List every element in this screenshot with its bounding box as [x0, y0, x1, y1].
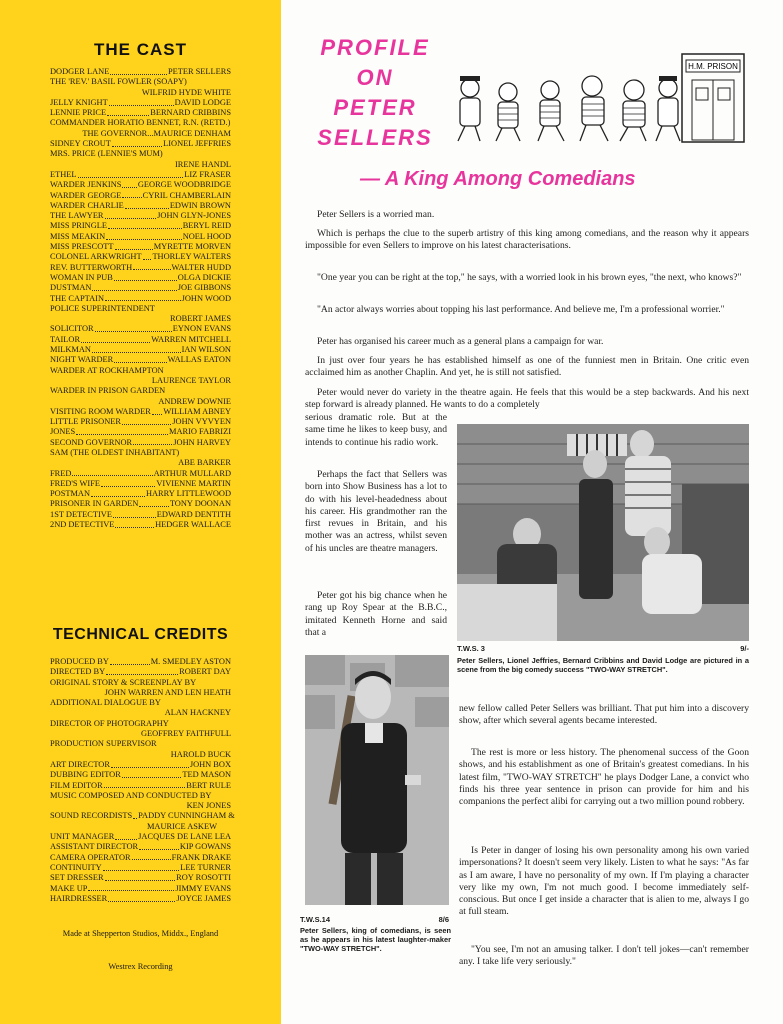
dot-leader — [106, 232, 182, 240]
credit-name: WILLIAM ABNEY — [163, 406, 231, 416]
credit-line — [50, 98, 231, 108]
credit-line — [50, 489, 231, 499]
credit-role: 1ST DETECTIVE — [50, 509, 112, 519]
credit-role: THE 'REV.' BASIL FOWLER (SOAPY) — [50, 77, 187, 87]
credit-role: DODGER LANE — [50, 67, 110, 76]
credit-name: JOHN VYVYEN — [172, 417, 231, 427]
credit-name: KIP GOWANS — [179, 842, 231, 852]
dot-leader — [110, 67, 167, 75]
dot-leader — [139, 499, 168, 507]
credit-line — [50, 242, 231, 252]
article-paragraph: Is Peter in danger of losing his own personality among his own varied impersonations? It doesn't seem very likely. Listen to what he says: "As far as I am aware, I have no personality of my own. If I'm playing a character very like my own, I'm not much good. I become immediately self-conscious. But once I get inside a character that is alien to me, always I go at full steam. — [459, 845, 749, 918]
credit-role: POLICE SUPERINTENDENT — [50, 303, 155, 313]
article-paragraph: new fellow called Peter Sellers was brilliant. That put him into a discovery show, after which several agents became interested. — [459, 703, 749, 727]
dot-leader — [106, 667, 178, 675]
credit-name: JACQUES DE LANE LEA — [138, 832, 231, 842]
dot-leader — [95, 324, 172, 332]
credit-role: ORIGINAL STORY & SCREENPLAY BY — [50, 677, 197, 687]
portrait-photo — [305, 655, 449, 905]
credit-name: CYRIL CHAMBERLAIN — [142, 190, 231, 200]
credit-name: TONY DOONAN — [169, 499, 231, 509]
credit-name: ROBERT DAY — [179, 667, 231, 677]
credit-line — [50, 719, 231, 740]
credit-line — [50, 294, 231, 304]
credit-role: PRODUCED BY — [50, 657, 109, 666]
credit-line — [50, 118, 231, 139]
credit-line — [50, 667, 231, 677]
credit-line — [50, 678, 231, 699]
dot-leader — [113, 510, 156, 518]
credit-role: COLONEL ARKWRIGHT — [50, 252, 142, 262]
credit-role: REV. BUTTERWORTH — [50, 262, 133, 272]
dot-leader — [122, 191, 141, 199]
profile-title-line: ON — [356, 65, 394, 90]
credit-name: MAURICE ASKEW — [146, 821, 217, 831]
credit-line — [50, 191, 231, 201]
credit-name: LAURENCE TAYLOR — [151, 375, 231, 385]
credit-line — [50, 201, 231, 211]
credit-role: DUBBING EDITOR — [50, 770, 121, 780]
credit-line — [50, 232, 231, 242]
credit-role: PRISONER IN GARDEN — [50, 499, 139, 509]
credit-name: LIZ FRASER — [184, 169, 231, 179]
dot-leader — [76, 427, 168, 435]
credit-line — [50, 149, 231, 170]
credit-role: SIDNEY CROUT — [50, 139, 111, 149]
photo-price: 9/- — [740, 644, 749, 653]
credit-role: WARDER IN PRISON GARDEN — [50, 386, 166, 396]
credit-name: JOHN BOX — [189, 759, 231, 769]
credit-line — [50, 221, 231, 231]
credit-role: MISS MEAKIN — [50, 231, 106, 241]
credit-role: NIGHT WARDER — [50, 355, 114, 365]
dot-leader — [107, 108, 149, 116]
credit-role: JELLY KNIGHT — [50, 97, 108, 107]
credit-line — [50, 427, 231, 437]
credit-line — [50, 283, 231, 293]
credit-role: WARDER GEORGE — [50, 190, 122, 200]
credit-role: MILKMAN — [50, 345, 91, 355]
credit-role: PRODUCTION SUPERVISOR — [50, 739, 157, 749]
credit-role: FILM EDITOR — [50, 780, 103, 790]
prison-cartoon-illustration — [450, 46, 750, 146]
cast-list — [50, 67, 231, 530]
photo-code: T.W.S.14 — [300, 915, 331, 924]
credit-name: ARTHUR MULLARD — [153, 468, 231, 478]
dot-leader — [110, 657, 150, 665]
credit-name: ALAN HACKNEY — [164, 708, 231, 718]
credit-name: FRANK DRAKE — [171, 852, 231, 862]
credit-line — [50, 863, 231, 873]
credit-line — [50, 273, 231, 283]
credit-role: DUSTMAN — [50, 283, 92, 293]
dot-leader — [88, 884, 174, 892]
credit-role: ADDITIONAL DIALOGUE BY — [50, 698, 161, 708]
credit-name: WALLAS EATON — [167, 355, 231, 365]
credit-name: PADDY CUNNINGHAM & — [138, 811, 235, 821]
article-paragraph: Peter has organised his career much as a general plans a campaign for war. — [317, 336, 604, 347]
credit-name: TED MASON — [182, 770, 231, 780]
credit-name: JOYCE JAMES — [176, 893, 231, 903]
credit-name: HAROLD BUCK — [170, 749, 231, 759]
credit-role: DIRECTOR OF PHOTOGRAPHY — [50, 718, 169, 728]
technical-credits-list — [50, 657, 235, 904]
credit-line — [50, 139, 231, 149]
credit-role: TAILOR — [50, 334, 81, 344]
portrait-illustration — [305, 655, 449, 905]
credit-name: MARIO FABRIZI — [169, 427, 231, 437]
credit-line — [50, 448, 231, 469]
credit-name: JIMMY EVANS — [175, 883, 231, 893]
dot-leader — [114, 355, 166, 363]
credit-role: MISS PRESCOTT — [50, 242, 114, 252]
article-paragraph: In just over four years he has established himself as one of the funniest men in Britain. One critic even acclaimed him as another Chaplin. And yet, he is still not satisfied. — [305, 355, 749, 379]
article-paragraph: Peter got his big chance when he rang up Roy Spear at the B.B.C., imitated Kenneth Horne and said that a — [305, 590, 447, 638]
dot-leader — [114, 273, 177, 281]
technical-credits-heading: TECHNICAL CREDITS — [52, 626, 229, 643]
credit-line — [50, 386, 231, 407]
profile-title-line: SELLERS — [317, 125, 433, 150]
dot-leader — [152, 407, 163, 415]
credit-name: HARRY LITTLEWOOD — [145, 489, 231, 499]
credit-line — [50, 366, 231, 387]
profile-title-line: PETER — [333, 95, 417, 120]
credit-line — [50, 760, 231, 770]
photo-price: 8/6 — [438, 915, 449, 924]
credit-role: WARDER CHARLIE — [50, 200, 124, 210]
credit-name: ANDREW DOWNIE — [158, 396, 231, 406]
dot-leader — [72, 469, 152, 477]
dot-leader — [111, 760, 189, 768]
credit-name: BERT RULE — [186, 780, 231, 790]
dot-leader — [122, 770, 182, 778]
credit-name: JOE GIBBONS — [177, 283, 231, 293]
credit-role: JONES — [50, 427, 76, 437]
credit-line — [50, 657, 231, 667]
article-paragraph: The rest is more or less history. The phenomenal success of the Goon shows, and his establishment as one of Britain's greatest comedians. In his latest film, "TWO-WAY STRETCH" he plays Dodger Lane, a convict who finds his three year sentence in prison can provide for him and his companions the perfect alibi for carrying out a two million pound robbery. — [459, 747, 749, 808]
credit-role: SET DRESSER — [50, 873, 104, 883]
credit-line — [50, 324, 231, 334]
credit-line — [50, 469, 231, 479]
credit-line — [50, 770, 231, 780]
credit-role: MUSIC COMPOSED AND CONDUCTED BY — [50, 790, 212, 800]
credit-line — [50, 698, 231, 719]
credit-line — [50, 520, 231, 530]
dot-leader — [132, 853, 171, 861]
article-paragraph: Peter Sellers is a worried man. — [317, 209, 435, 220]
credit-role: LITTLE PRISONER — [50, 417, 121, 427]
credit-name: HEDGER WALLACE — [155, 520, 231, 530]
credit-line — [50, 180, 231, 190]
credit-role: CONTINUITY — [50, 862, 102, 872]
credit-name: ROY ROSOTTI — [176, 873, 231, 883]
dot-leader — [105, 211, 157, 219]
credit-line — [50, 335, 231, 345]
credit-name: LEE TURNER — [180, 862, 231, 872]
credit-role: WOMAN IN PUB — [50, 272, 113, 282]
dot-leader — [125, 201, 169, 209]
credit-name: M. SMEDLEY ASTON — [150, 657, 231, 666]
credit-name: NOEL HOOD — [182, 231, 231, 241]
dot-leader — [122, 417, 171, 425]
credit-line — [50, 77, 231, 98]
credit-line — [50, 739, 231, 760]
dot-leader — [91, 489, 145, 497]
credit-line — [50, 873, 231, 883]
credit-role: MAKE UP — [50, 883, 88, 893]
credit-role: MRS. PRICE (LENNIE'S MUM) — [50, 149, 163, 159]
credit-line — [50, 781, 231, 791]
credit-role: WARDER JENKINS — [50, 180, 122, 190]
credit-role: FRED — [50, 468, 72, 478]
credit-role: CAMERA OPERATOR — [50, 852, 131, 862]
credit-role: LENNIE PRICE — [50, 108, 107, 118]
dot-leader — [115, 520, 154, 528]
article-paragraph: Peter would never do variety in the theatre again. He feels that this would be a step backwards. And his next step forward is already planned. He wants to do a completely — [305, 387, 749, 411]
credit-role: THE LAWYER — [50, 211, 104, 221]
credit-name: EDWARD DENTITH — [156, 509, 231, 519]
credit-name: IRENE HANDL — [174, 159, 231, 169]
credit-role: HAIRDRESSER — [50, 893, 108, 903]
movie-scene-photo — [457, 424, 749, 641]
movie-scene-illustration — [457, 424, 749, 641]
dot-leader — [133, 811, 137, 819]
dot-leader — [92, 345, 181, 353]
credit-line — [50, 211, 231, 221]
credit-line — [50, 791, 231, 812]
credit-role: ART DIRECTOR — [50, 759, 110, 769]
cast-heading: THE CAST — [94, 40, 187, 59]
credit-name: JOHN WOOD — [181, 293, 231, 303]
credit-name: GEOFFREY FAITHFULL — [140, 729, 231, 739]
photo-caption: Peter Sellers, Lionel Jeffries, Bernard Cribbins and David Lodge are pictured in a scene from the big comedy success "TWO-WAY STRETCH". — [457, 656, 749, 674]
credit-line — [50, 479, 231, 489]
article-paragraph: "You see, I'm not an amusing talker. I don't tell jokes—can't remember any. I take life very seriously." — [459, 944, 749, 968]
credit-name: ROBERT JAMES — [169, 314, 231, 324]
credit-line — [50, 884, 231, 894]
credit-name: JOHN WARREN AND LEN HEATH — [104, 687, 231, 697]
credit-line — [50, 67, 231, 77]
article-paragraph: "An actor always worries about topping his last performance. And believe me, I'm a professional worrier." — [317, 304, 725, 315]
credit-line — [50, 345, 231, 355]
credit-role: FRED'S WIFE — [50, 478, 100, 488]
credit-name: THORLEY WALTERS — [152, 252, 231, 262]
credit-name: THE GOVERNOR...MAURICE DENHAM — [82, 128, 231, 138]
prison-sign: H.M. PRISON — [688, 62, 738, 71]
studio-note: Made at Shepperton Studios, Middx., England — [62, 929, 219, 938]
credit-role: DIRECTED BY — [50, 667, 106, 677]
article-paragraph: "One year you can be right at the top," he says, with a worried look in his brown eyes, "the next, who knows?" — [317, 272, 742, 283]
credit-name: BERYL REID — [182, 221, 231, 231]
credit-role: POSTMAN — [50, 489, 91, 499]
credit-role: SOUND RECORDISTS — [50, 811, 133, 821]
credit-name: MYRETTE MORVEN — [153, 242, 231, 252]
credit-name: KEN JONES — [186, 801, 231, 811]
dot-leader — [133, 438, 172, 446]
credit-name: JOHN GLYN-JONES — [157, 211, 231, 221]
article-subtitle: — A King Among Comedians — [360, 168, 636, 190]
credit-role: UNIT MANAGER — [50, 832, 115, 842]
credit-line — [50, 417, 231, 427]
dot-leader — [108, 894, 175, 902]
credit-line — [50, 304, 231, 325]
dot-leader — [115, 832, 137, 840]
dot-leader — [105, 873, 176, 881]
profile-title — [310, 33, 440, 153]
credit-role: SECOND GOVERNOR — [50, 437, 133, 447]
credit-line — [50, 438, 231, 448]
dot-leader — [101, 479, 155, 487]
credit-name: OLGA DICKIE — [177, 272, 231, 282]
article-paragraph: Which is perhaps the clue to the superb artistry of this king among comedians, and the reason why it appears impossible for even Sellers to improve on his latest characterisations. — [305, 228, 749, 252]
photo-caption: Peter Sellers, king of comedians, is seen as he appears in his latest laughter-maker "TWO-WAY STRETCH". — [300, 926, 451, 953]
credit-name: WALTER HUDD — [171, 262, 231, 272]
credit-role: VISITING ROOM WARDER — [50, 406, 151, 416]
credit-role: ETHEL — [50, 169, 77, 179]
credit-role: COMMANDER HORATIO BENNET, R.N. (RETD.) — [50, 118, 231, 128]
credit-line — [50, 499, 231, 509]
credit-role: SAM (THE OLDEST INHABITANT) — [50, 447, 180, 457]
credit-role: WARDER AT ROCKHAMPTON — [50, 365, 164, 375]
credit-line — [50, 510, 231, 520]
article-paragraph: Perhaps the fact that Sellers was born into Show Business has a lot to do with his level-headedness about his career. His grandmother ran the first revues in Britain, and his mother was an actress, whilst seven of his uncles are theatre managers. — [305, 469, 447, 554]
credit-name: BERNARD CRIBBINS — [150, 108, 231, 118]
credits-sidebar — [0, 0, 281, 1024]
dot-leader — [78, 170, 184, 178]
credit-name: DAVID LODGE — [174, 97, 231, 107]
credit-role: THE CAPTAIN — [50, 293, 104, 303]
credit-line — [50, 355, 231, 365]
credit-line — [50, 842, 231, 852]
dot-leader — [133, 263, 170, 271]
dot-leader — [103, 863, 180, 871]
credit-name: PETER SELLERS — [167, 67, 231, 76]
credit-name: WARREN MITCHELL — [151, 334, 231, 344]
credit-line — [50, 263, 231, 273]
dot-leader — [122, 180, 136, 188]
credit-line — [50, 108, 231, 118]
credit-role: SOLICITOR — [50, 324, 94, 334]
dot-leader — [105, 294, 181, 302]
dot-leader — [139, 842, 179, 850]
dot-leader — [108, 221, 182, 229]
dot-leader — [115, 242, 153, 250]
profile-title-line: PROFILE — [320, 35, 430, 60]
dot-leader — [92, 283, 176, 291]
credit-name: EYNON EVANS — [172, 324, 231, 334]
recording-note: Westrex Recording — [108, 962, 173, 971]
credit-line — [50, 822, 231, 832]
dot-leader — [109, 98, 174, 106]
credit-name: ABE BARKER — [178, 458, 231, 468]
credit-name: JOHN HARVEY — [173, 437, 231, 447]
credit-role: 2ND DETECTIVE — [50, 520, 115, 530]
dot-leader — [143, 252, 152, 260]
credit-role: MISS PRINGLE — [50, 221, 108, 231]
credit-line — [50, 894, 231, 904]
credit-name: WILFRID HYDE WHITE — [141, 87, 231, 97]
credit-name: IAN WILSON — [181, 345, 231, 355]
credit-role: ASSISTANT DIRECTOR — [50, 842, 139, 852]
credit-line — [50, 170, 231, 180]
credit-line — [50, 811, 235, 821]
credit-name: VIVIENNE MARTIN — [156, 478, 231, 488]
dot-leader — [104, 781, 186, 789]
credit-line — [50, 853, 231, 863]
dot-leader — [112, 139, 162, 147]
dot-leader — [81, 335, 150, 343]
credit-line — [50, 832, 231, 842]
credit-line — [50, 407, 231, 417]
photo-code: T.W.S. 3 — [457, 644, 485, 653]
credit-name: LIONEL JEFFRIES — [163, 139, 231, 149]
credit-name: GEORGE WOODBRIDGE — [137, 180, 231, 190]
credit-line — [50, 252, 231, 262]
credit-name: EDWIN BROWN — [169, 200, 231, 210]
article-paragraph: serious dramatic role. But at the same time he likes to keep busy, and intends to continue his radio work. — [305, 412, 447, 448]
